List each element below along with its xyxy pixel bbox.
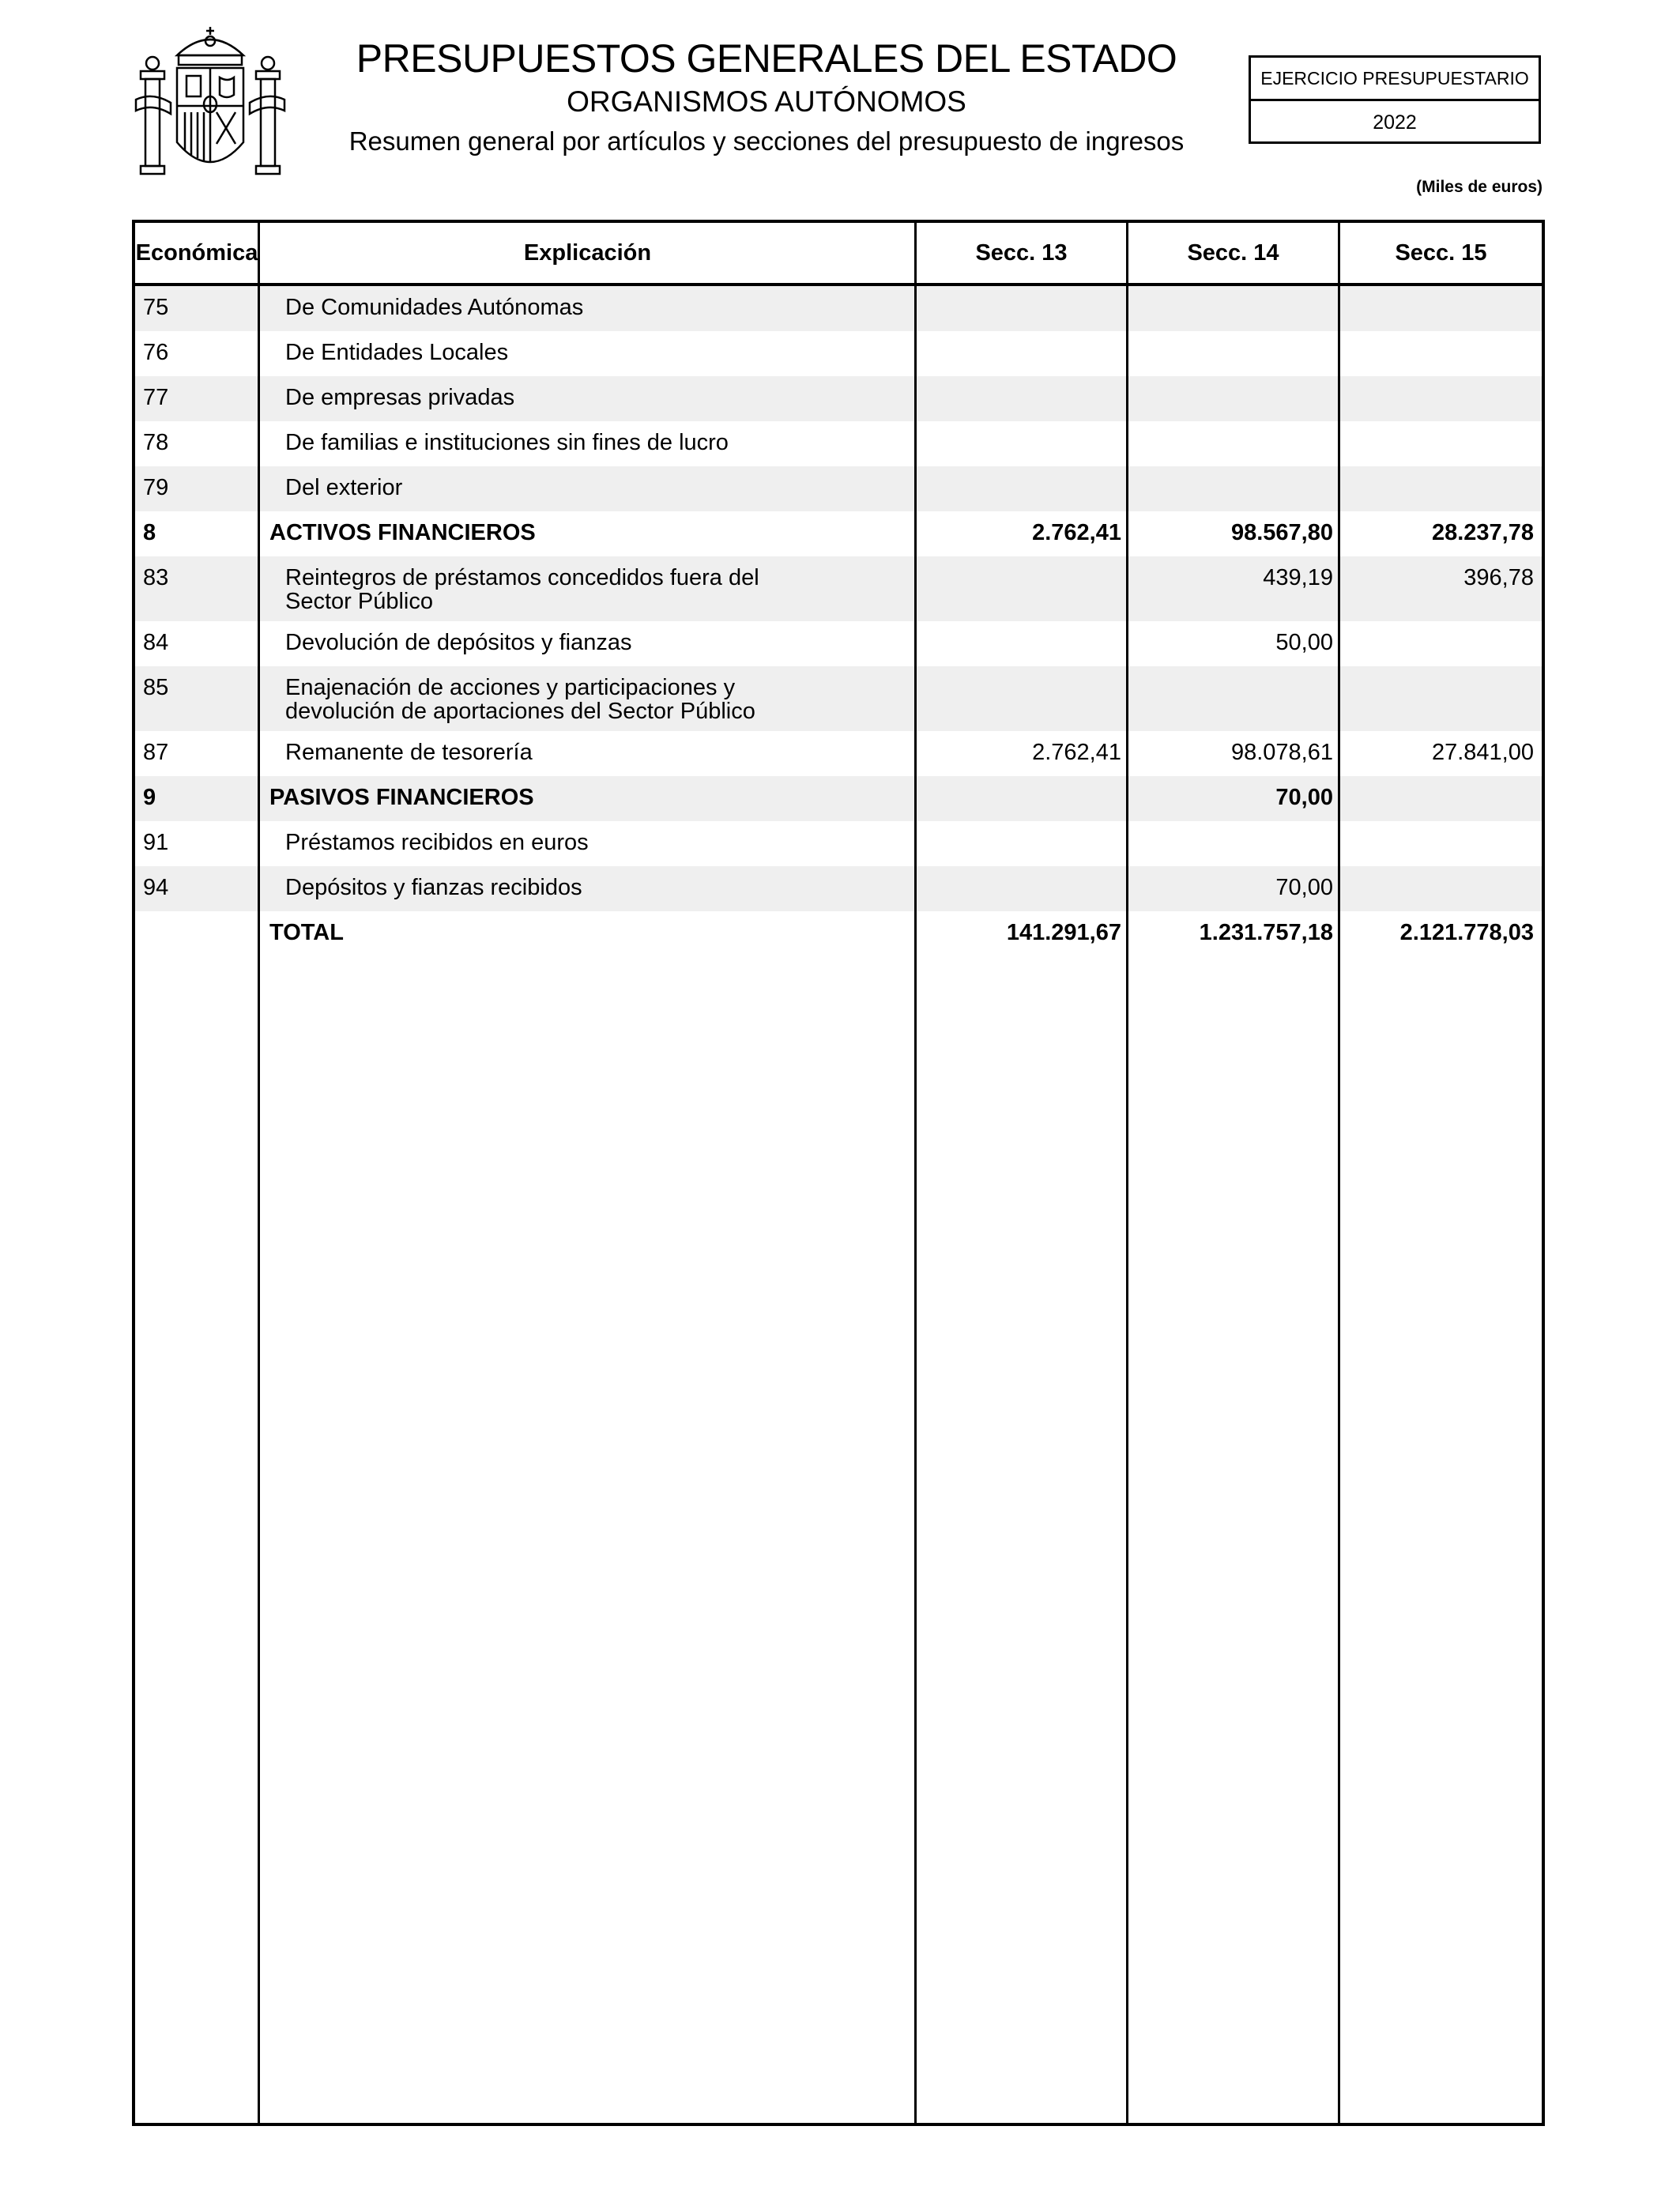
row-value-s14: 50,00 bbox=[1275, 630, 1333, 655]
table-row bbox=[135, 511, 1542, 556]
row-value-s14: 98.567,80 bbox=[1230, 520, 1333, 545]
row-value-s14 bbox=[1131, 466, 1333, 476]
row-value-s13: 2.762,41 bbox=[1032, 520, 1121, 545]
row-value-s15 bbox=[1343, 286, 1534, 296]
table-row bbox=[135, 821, 1542, 866]
row-value-s13: 2.762,41 bbox=[1032, 740, 1121, 765]
row-code: 94 bbox=[143, 875, 169, 900]
table-row bbox=[135, 731, 1542, 776]
column-divider bbox=[914, 223, 917, 2123]
row-code: 91 bbox=[143, 830, 169, 855]
row-code: 87 bbox=[143, 740, 169, 765]
row-explanation: Remanente de tesorería bbox=[285, 740, 533, 765]
row-explanation: Préstamos recibidos en euros bbox=[285, 830, 589, 855]
table-row bbox=[135, 376, 1542, 421]
column-divider bbox=[1126, 223, 1128, 2123]
row-value-s15 bbox=[1343, 466, 1534, 476]
budget-table bbox=[132, 220, 1545, 2126]
column-header-secc-14: Secc. 14 bbox=[1187, 240, 1279, 266]
row-explanation: TOTAL bbox=[269, 920, 344, 945]
row-value-s13 bbox=[919, 466, 1121, 476]
document-header bbox=[316, 35, 1217, 161]
row-explanation: Enajenación de acciones y participaciones y devolución de aportaciones del Sector Público bbox=[285, 675, 755, 724]
row-value-s15 bbox=[1343, 666, 1534, 676]
table-row bbox=[135, 911, 1542, 956]
row-explanation: Del exterior bbox=[285, 475, 403, 500]
row-value-s13 bbox=[919, 556, 1121, 566]
table-row bbox=[135, 866, 1542, 911]
row-value-s14: 439,19 bbox=[1263, 565, 1333, 590]
row-value-s14 bbox=[1131, 421, 1333, 431]
column-divider bbox=[1338, 223, 1340, 2123]
row-value-s14 bbox=[1131, 286, 1333, 296]
row-code: 83 bbox=[143, 565, 169, 590]
row-value-s15 bbox=[1343, 776, 1534, 786]
row-value-s14: 98.078,61 bbox=[1230, 740, 1333, 765]
row-value-s13 bbox=[919, 821, 1121, 831]
row-value-s13 bbox=[919, 286, 1121, 296]
row-value-s15 bbox=[1343, 331, 1534, 341]
row-value-s14 bbox=[1131, 666, 1333, 676]
row-code: 84 bbox=[143, 630, 169, 655]
row-code: 77 bbox=[143, 385, 169, 410]
table-row bbox=[135, 421, 1542, 466]
row-explanation: Devolución de depósitos y fianzas bbox=[285, 630, 632, 655]
row-explanation: De familias e instituciones sin fines de lucro bbox=[285, 430, 729, 455]
row-code: 78 bbox=[143, 430, 169, 455]
row-code: 8 bbox=[143, 520, 156, 545]
row-code: 85 bbox=[143, 675, 169, 700]
row-value-s15 bbox=[1343, 421, 1534, 431]
row-value-s14: 70,00 bbox=[1275, 875, 1333, 900]
row-code: 76 bbox=[143, 340, 169, 365]
column-header-secc-15: Secc. 15 bbox=[1395, 240, 1487, 266]
row-value-s14: 1.231.757,18 bbox=[1199, 920, 1333, 945]
table-row bbox=[135, 286, 1542, 331]
row-value-s13 bbox=[919, 421, 1121, 431]
units-note: (Miles de euros) bbox=[1416, 178, 1543, 196]
row-value-s15: 2.121.778,03 bbox=[1399, 920, 1534, 945]
exercise-label: EJERCICIO PRESUPUESTARIO bbox=[1251, 58, 1539, 101]
row-value-s15 bbox=[1343, 376, 1534, 386]
row-value-s15 bbox=[1343, 821, 1534, 831]
row-value-s13 bbox=[919, 666, 1121, 676]
column-header-economica: Económica bbox=[135, 240, 258, 266]
table-row bbox=[135, 776, 1542, 821]
row-explanation: De Comunidades Autónomas bbox=[285, 295, 584, 320]
coat-of-arms-spain-icon bbox=[131, 24, 289, 182]
row-explanation: PASIVOS FINANCIEROS bbox=[269, 785, 534, 810]
table-row bbox=[135, 556, 1542, 621]
row-value-s15: 28.237,78 bbox=[1431, 520, 1534, 545]
table-row bbox=[135, 466, 1542, 511]
table-row bbox=[135, 331, 1542, 376]
row-value-s14 bbox=[1131, 821, 1333, 831]
row-code: 79 bbox=[143, 475, 169, 500]
row-explanation: Reintegros de préstamos concedidos fuera del Sector Público bbox=[285, 565, 759, 614]
table-body bbox=[135, 286, 1542, 956]
row-value-s14 bbox=[1131, 331, 1333, 341]
table-row bbox=[135, 666, 1542, 731]
row-explanation: Depósitos y fianzas recibidos bbox=[285, 875, 582, 900]
row-explanation: De empresas privadas bbox=[285, 385, 515, 410]
document-subtitle: ORGANISMOS AUTÓNOMOS bbox=[567, 85, 966, 118]
row-value-s14 bbox=[1131, 376, 1333, 386]
exercise-box bbox=[1249, 55, 1541, 144]
row-value-s15 bbox=[1343, 866, 1534, 876]
document-title: PRESUPUESTOS GENERALES DEL ESTADO bbox=[356, 36, 1177, 81]
table-header bbox=[135, 223, 1542, 286]
column-header-explicacion: Explicación bbox=[523, 240, 652, 266]
row-value-s15: 27.841,00 bbox=[1431, 740, 1534, 765]
document-description: Resumen general por artículos y secciones del presupuesto de ingresos bbox=[348, 126, 1185, 156]
row-explanation: ACTIVOS FINANCIEROS bbox=[269, 520, 536, 545]
table-row bbox=[135, 621, 1542, 666]
row-explanation: De Entidades Locales bbox=[285, 340, 509, 365]
row-value-s13 bbox=[919, 866, 1121, 876]
row-code: 9 bbox=[143, 785, 156, 810]
row-value-s15: 396,78 bbox=[1463, 565, 1534, 590]
row-value-s13 bbox=[919, 776, 1121, 786]
row-value-s14: 70,00 bbox=[1275, 785, 1333, 810]
row-value-s13 bbox=[919, 331, 1121, 341]
column-divider bbox=[258, 223, 260, 2123]
row-value-s13 bbox=[919, 376, 1121, 386]
row-value-s13: 141.291,67 bbox=[1006, 920, 1121, 945]
exercise-year: 2022 bbox=[1373, 111, 1417, 134]
column-header-secc-13: Secc. 13 bbox=[975, 240, 1068, 266]
row-value-s13 bbox=[919, 621, 1121, 631]
row-value-s15 bbox=[1343, 621, 1534, 631]
row-code: 75 bbox=[143, 295, 169, 320]
